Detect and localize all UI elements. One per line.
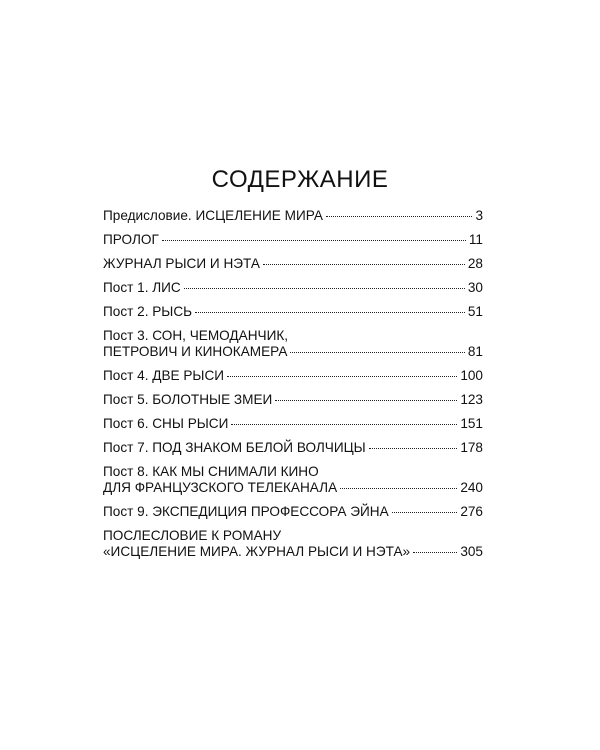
toc-entry [103, 504, 483, 520]
toc-entry-row [103, 304, 483, 320]
dot-leader [340, 488, 457, 489]
toc-entry-row [103, 344, 483, 360]
toc-entry [103, 464, 483, 496]
dot-leader [162, 240, 466, 241]
toc-entry-row [103, 440, 483, 456]
dot-leader [195, 312, 465, 313]
toc-entry-title-line: ЖУРНАЛ РЫСИ И НЭТА [103, 256, 260, 271]
dot-leader [326, 216, 473, 217]
toc-entry-title-line: Предисловие. ИСЦЕЛЕНИЕ МИРА [103, 208, 323, 223]
toc-entry-title-line: Пост 5. БОЛОТНЫЕ ЗМЕИ [103, 392, 273, 407]
toc-entry-title-line: Пост 1. ЛИС [103, 280, 181, 295]
toc-entry [103, 232, 483, 248]
dot-leader [227, 376, 457, 377]
toc-entry [103, 328, 483, 360]
toc-entry-title-line: Пост 4. ДВЕ РЫСИ [103, 368, 225, 383]
toc-entry-page-number: 3 [475, 208, 483, 223]
toc-entry-title-line: ПРОЛОГ [103, 232, 159, 247]
toc-entry-title-line: Пост 2. РЫСЬ [103, 304, 193, 319]
toc-title: СОДЕРЖАНИЕ [211, 166, 389, 193]
toc-entry-page-number: 100 [460, 368, 483, 383]
toc-entry-row [103, 368, 483, 384]
toc-entry [103, 208, 483, 224]
toc-entry [103, 440, 483, 456]
dot-leader [184, 288, 465, 289]
toc-entry [103, 392, 483, 408]
dot-leader [413, 552, 457, 553]
toc-entry-page-number: 240 [460, 480, 483, 495]
toc-entry [103, 256, 483, 272]
toc-entry-page-number: 11 [468, 232, 483, 247]
dot-leader [231, 424, 457, 425]
toc-entry-page-number: 30 [467, 280, 483, 295]
dot-leader [369, 448, 458, 449]
toc-entry-page-number: 51 [467, 304, 483, 319]
toc-entry-row [103, 544, 483, 560]
toc-entry-title-line: Пост 9. ЭКСПЕДИЦИЯ ПРОФЕССОРА ЭЙНА [103, 504, 389, 519]
dot-leader [263, 264, 465, 265]
toc-entry-title-line: ПЕТРОВИЧ И КИНОКАМЕРА [103, 344, 288, 359]
toc-entry-page-number: 28 [467, 256, 483, 271]
toc-entry-row [103, 208, 483, 224]
toc-entry-row [103, 480, 483, 496]
toc-entry [103, 304, 483, 320]
toc-entry-row [103, 256, 483, 272]
toc-entry-title-line: Пост 8. КАК МЫ СНИМАЛИ КИНО [103, 464, 319, 479]
dot-leader [290, 352, 464, 353]
toc-entry-page-number: 81 [467, 344, 483, 359]
toc-entry-row [103, 392, 483, 408]
toc-entry-title-line: Пост 6. СНЫ РЫСИ [103, 416, 229, 431]
dot-leader [392, 512, 458, 513]
toc-entry-row [103, 280, 483, 296]
toc-entry-title-line: ПОСЛЕСЛОВИЕ К РОМАНУ [103, 528, 282, 543]
toc-entry-title-line: ДЛЯ ФРАНЦУЗСКОГО ТЕЛЕКАНАЛА [103, 480, 338, 495]
toc-entry-page-number: 276 [460, 504, 483, 519]
toc-entry [103, 280, 483, 296]
toc-entry-row [103, 416, 483, 432]
toc-entry-page-number: 123 [460, 392, 483, 407]
dot-leader [275, 400, 457, 401]
toc-entry-page-number: 151 [460, 416, 483, 431]
toc-entry [103, 416, 483, 432]
toc-entry-page-number: 178 [460, 440, 483, 455]
toc-entry [103, 528, 483, 560]
toc-entry-row [103, 232, 483, 248]
toc-entry-page-number: 305 [460, 544, 483, 559]
toc-entry-row [103, 504, 483, 520]
toc-entry-title-line: «ИСЦЕЛЕНИЕ МИРА. ЖУРНАЛ РЫСИ И НЭТА» [103, 544, 411, 559]
toc-entry-title-line: Пост 7. ПОД ЗНАКОМ БЕЛОЙ ВОЛЧИЦЫ [103, 440, 366, 455]
toc-entry-title-line: Пост 3. СОН, ЧЕМОДАНЧИК, [103, 328, 289, 343]
toc-entry [103, 368, 483, 384]
table-of-contents [103, 208, 483, 568]
